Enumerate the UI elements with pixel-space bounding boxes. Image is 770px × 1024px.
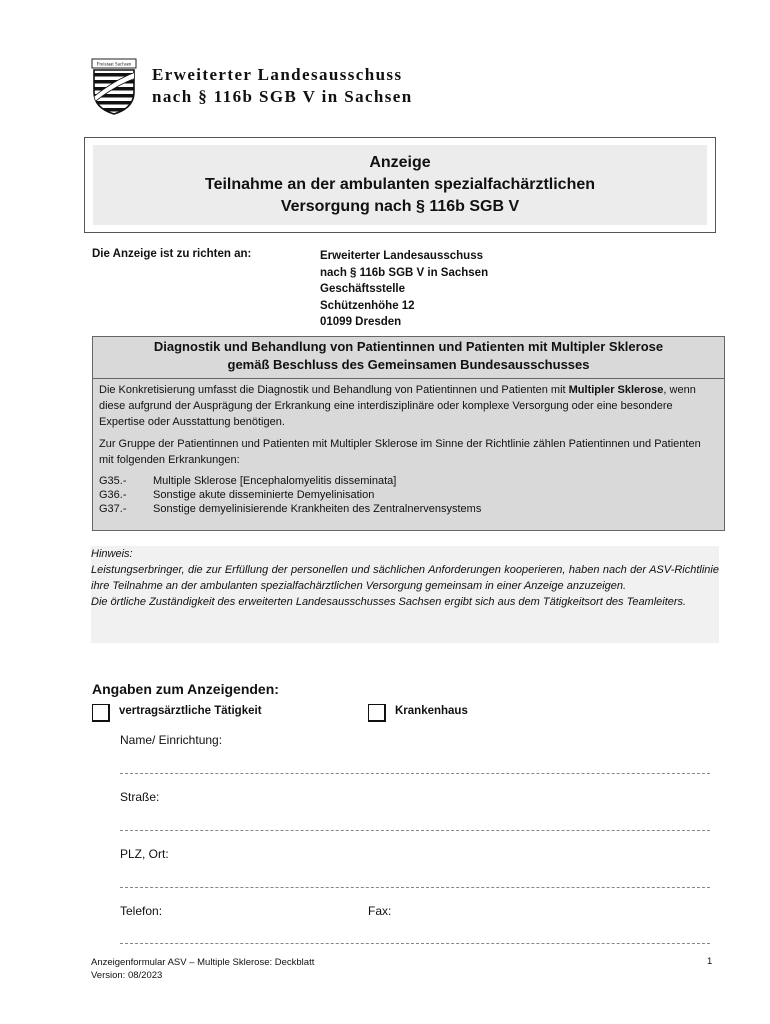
document-title-box xyxy=(84,137,716,233)
indication-text: , wenn diese aufgrund der Ausprägung der Erkrankung eine interdisziplinäre oder komplexe Versorgung oder eine besondere Expertise oder Ausstattung benötigen. xyxy=(99,384,696,428)
name-field[interactable] xyxy=(120,773,710,774)
document-title-line1: Anzeige xyxy=(369,154,431,171)
fax-field-label: Fax: xyxy=(368,904,392,918)
svg-text:Freistaat Sachsen: Freistaat Sachsen xyxy=(96,62,132,68)
footer-form-name: Anzeigenformular ASV – Multiple Sklerose: Deckblatt xyxy=(91,957,315,968)
organization-title-line1: Erweiterter Landesausschuss xyxy=(152,65,403,84)
indication-paragraph-1 xyxy=(99,382,718,430)
hospital-checkbox-label: Krankenhaus xyxy=(395,705,468,717)
indication-text: Die Konkretisierung umfasst die Diagnostik und Behandlung von Patientinnen und Patienten mit xyxy=(99,384,569,396)
page-footer xyxy=(91,956,314,982)
saxony-coat-of-arms-icon xyxy=(90,58,138,116)
icd-code: G35.- xyxy=(99,475,127,487)
indication-info-box xyxy=(92,336,725,531)
hint-paragraph-2: Die örtliche Zuständigkeit des erweiterten Landesausschusses Sachsen ergibt sich aus dem Tätigkeitsort des Teamleiters. xyxy=(91,596,687,608)
hint-title: Hinweis: xyxy=(91,548,133,560)
contract-doctor-checkbox-label: vertragsärztliche Tätigkeit xyxy=(119,705,262,717)
phone-field-label: Telefon: xyxy=(120,904,163,918)
applicant-section-title: Angaben zum Anzeigenden: xyxy=(92,681,279,697)
recipient-label: Die Anzeige ist zu richten an: xyxy=(92,248,252,260)
document-title-line2: Teilnahme an der ambulanten spezialfachärztlichen xyxy=(204,176,596,193)
page-number: 1 xyxy=(707,956,713,967)
contract-doctor-checkbox[interactable] xyxy=(92,704,110,722)
organization-title-line2: nach § 116b SGB V in Sachsen xyxy=(152,87,413,106)
indication-heading-line2: gemäß Beschluss des Gemeinsamen Bundesausschusses xyxy=(227,357,590,372)
indication-heading-line1: Diagnostik und Behandlung von Patientinnen und Patienten mit Multipler Sklerose xyxy=(153,339,664,354)
street-field-label: Straße: xyxy=(120,790,160,804)
zip-city-field[interactable] xyxy=(120,887,710,888)
street-field[interactable] xyxy=(120,830,710,831)
address-line: Schützenhöhe 12 xyxy=(320,299,415,312)
hospital-checkbox[interactable] xyxy=(368,704,386,722)
hint-box xyxy=(91,546,719,643)
list-item xyxy=(99,502,718,516)
hint-paragraph-1: Leistungserbringer, die zur Erfüllung der personellen und sächlichen Anforderungen kooperieren, haben nach der ASV-Richtlinie ihre Teilnahme an der ambulanten spezialfachärztlichen Versorgung gemeinsam in einer Anzeige anzuzeigen. xyxy=(91,564,719,592)
address-line: nach § 116b SGB V in Sachsen xyxy=(320,266,489,279)
zip-city-field-label: PLZ, Ort: xyxy=(120,847,169,861)
icd-description: Sonstige demyelinisierende Krankheiten des Zentralnervensystems xyxy=(153,503,482,515)
phone-fax-field[interactable] xyxy=(120,943,710,944)
indication-heading xyxy=(93,337,724,379)
address-line: Erweiterter Landesausschuss xyxy=(320,250,483,262)
organization-title xyxy=(152,64,552,108)
address-line: 01099 Dresden xyxy=(320,316,402,328)
footer-version: Version: 08/2023 xyxy=(91,970,163,981)
list-item xyxy=(99,474,718,488)
indication-paragraph-2: Zur Gruppe der Patientinnen und Patienten mit Multipler Sklerose im Sinne der Richtlinie zählen Patientinnen und Patienten mit folgenden Erkrankungen: xyxy=(99,438,701,466)
recipient-address xyxy=(320,248,488,331)
icd-code: G37.- xyxy=(99,503,127,515)
indication-body xyxy=(93,379,724,516)
address-line: Geschäftsstelle xyxy=(320,283,406,295)
diagnosis-code-list xyxy=(99,474,718,516)
document-title-line3: Versorgung nach § 116b SGB V xyxy=(280,198,520,215)
list-item xyxy=(99,488,718,502)
name-field-label: Name/ Einrichtung: xyxy=(120,733,223,747)
icd-code: G36.- xyxy=(99,489,127,501)
icd-description: Multiple Sklerose [Encephalomyelitis disseminata] xyxy=(153,475,397,487)
indication-text-bold: Multipler Sklerose xyxy=(568,384,664,396)
icd-description: Sonstige akute disseminierte Demyelinisation xyxy=(153,489,375,501)
